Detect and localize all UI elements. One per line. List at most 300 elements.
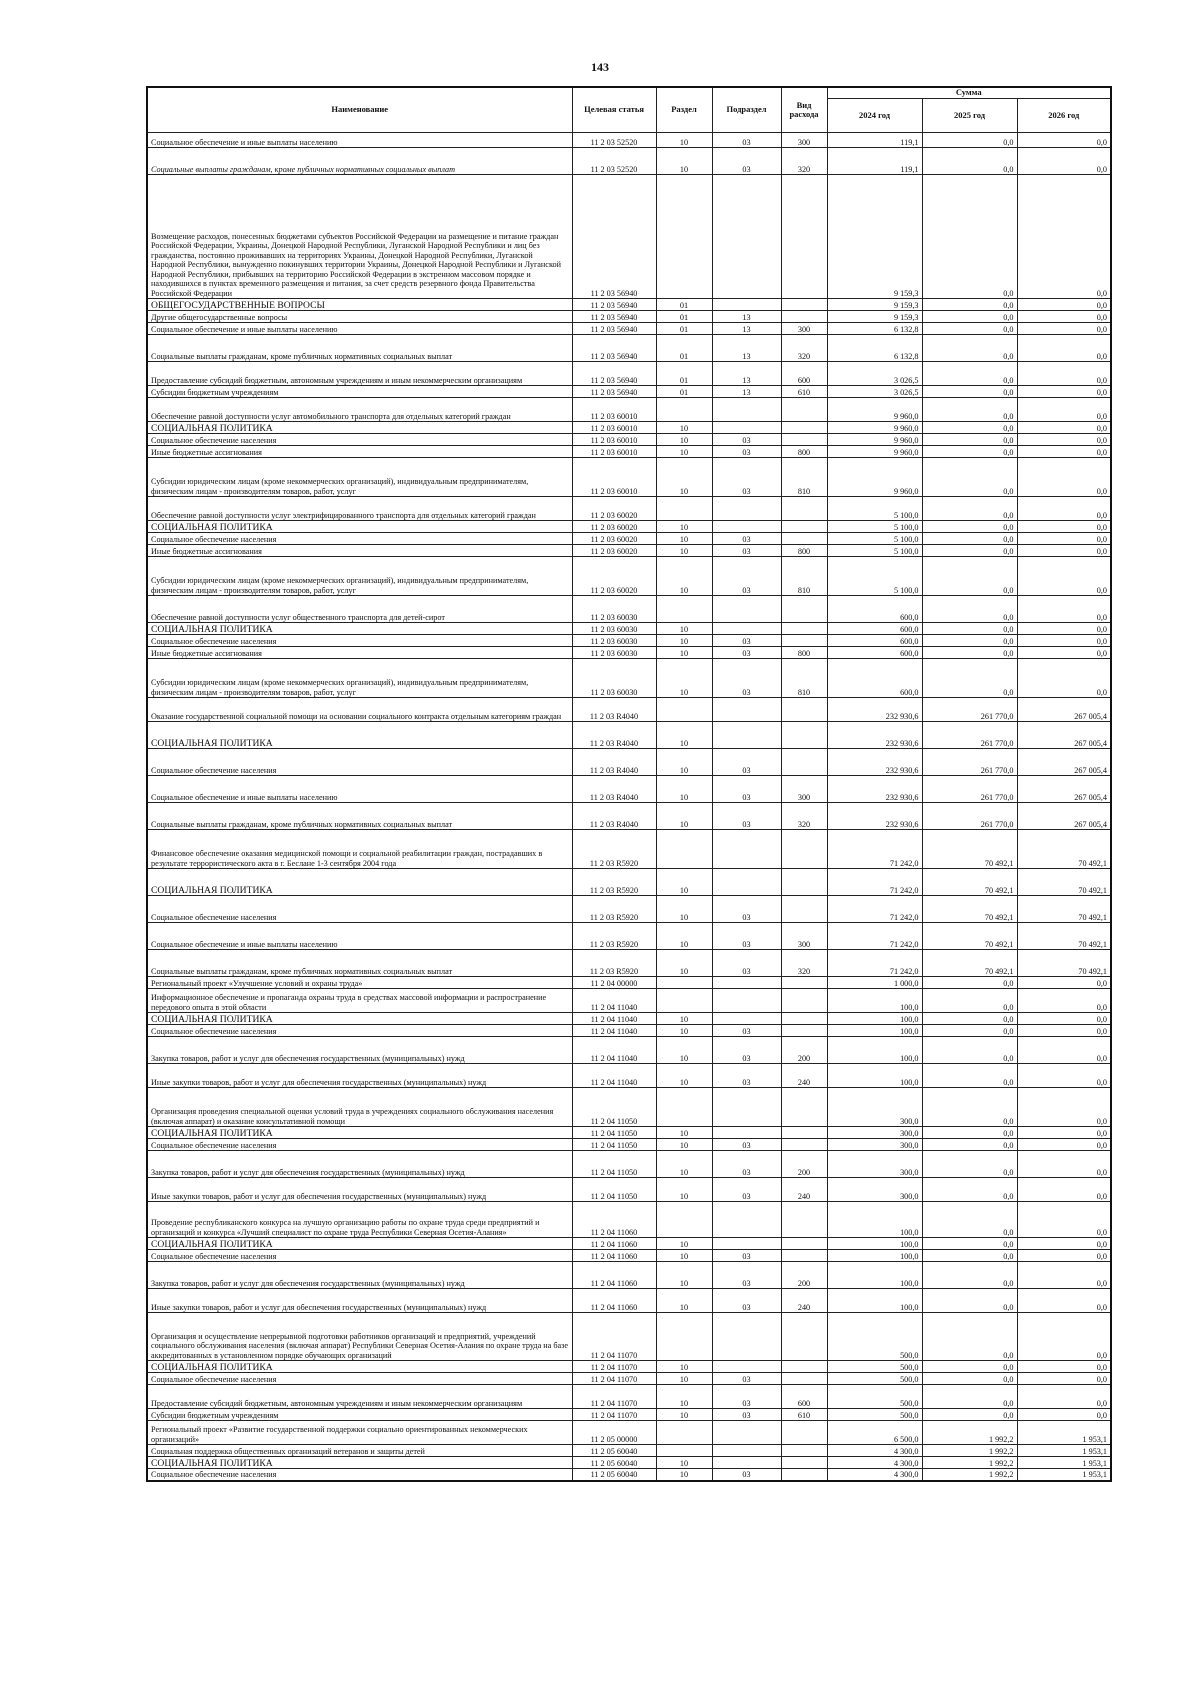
row-2025: 0,0 — [922, 1238, 1017, 1250]
row-subsection — [712, 698, 781, 722]
row-expense-type — [781, 1469, 827, 1481]
row-2025: 0,0 — [922, 1025, 1017, 1037]
row-name: Социальное обеспечение населения — [147, 1469, 572, 1481]
row-section: 10 — [656, 446, 712, 458]
row-target: 11 2 03 60010 — [572, 434, 656, 446]
row-2026: 0,0 — [1017, 659, 1111, 698]
row-target: 11 2 03 60030 — [572, 596, 656, 623]
row-2024: 100,0 — [827, 1202, 922, 1238]
row-target: 11 2 03 60030 — [572, 659, 656, 698]
row-expense-type — [781, 1421, 827, 1445]
row-2026: 0,0 — [1017, 386, 1111, 398]
row-name: Субсидии юридическим лицам (кроме некоммерческих организаций), индивидуальным предпринимателям, физическим лицам - производителям товаров, работ, услуг — [147, 659, 572, 698]
row-expense-type: 610 — [781, 386, 827, 398]
row-2024: 232 930,6 — [827, 698, 922, 722]
row-name: Иные закупки товаров, работ и услуг для обеспечения государственных (муниципальных) нужд — [147, 1289, 572, 1313]
row-name: Социальные выплаты гражданам, кроме публичных нормативных социальных выплат — [147, 950, 572, 977]
row-2026: 0,0 — [1017, 635, 1111, 647]
row-2024: 300,0 — [827, 1139, 922, 1151]
table-row — [147, 1361, 1111, 1373]
row-subsection — [712, 1457, 781, 1469]
row-name: Иные бюджетные ассигнования — [147, 545, 572, 557]
header-section: Раздел — [656, 87, 712, 133]
row-2025: 0,0 — [922, 647, 1017, 659]
row-section: 10 — [656, 1250, 712, 1262]
row-name: Субсидии бюджетным учреждениям — [147, 1409, 572, 1421]
row-2024: 100,0 — [827, 989, 922, 1013]
row-expense-type: 800 — [781, 545, 827, 557]
table-row — [147, 311, 1111, 323]
row-2024: 232 930,6 — [827, 722, 922, 749]
row-expense-type: 200 — [781, 1151, 827, 1178]
row-2026: 0,0 — [1017, 311, 1111, 323]
row-subsection — [712, 299, 781, 311]
row-target: 11 2 04 11050 — [572, 1127, 656, 1139]
row-name: Другие общегосударственные вопросы — [147, 311, 572, 323]
row-subsection: 03 — [712, 1064, 781, 1088]
row-expense-type: 320 — [781, 950, 827, 977]
row-2026: 267 005,4 — [1017, 722, 1111, 749]
row-target: 11 2 04 11060 — [572, 1250, 656, 1262]
row-subsection: 03 — [712, 458, 781, 497]
table-row — [147, 422, 1111, 434]
row-2026: 0,0 — [1017, 446, 1111, 458]
row-subsection: 03 — [712, 1373, 781, 1385]
table-row — [147, 1088, 1111, 1127]
row-target: 11 2 03 60010 — [572, 422, 656, 434]
row-name: Обеспечение равной доступности услуг общественного транспорта для детей-сирот — [147, 596, 572, 623]
row-expense-type — [781, 698, 827, 722]
row-2025: 0,0 — [922, 989, 1017, 1013]
table-row — [147, 175, 1111, 299]
row-expense-type — [781, 896, 827, 923]
page-number: 143 — [591, 60, 609, 74]
row-subsection: 03 — [712, 533, 781, 545]
row-2024: 9 960,0 — [827, 446, 922, 458]
row-section: 10 — [656, 647, 712, 659]
row-2025: 0,0 — [922, 1409, 1017, 1421]
table-row — [147, 1262, 1111, 1289]
row-section — [656, 1445, 712, 1457]
row-section: 10 — [656, 434, 712, 446]
row-subsection: 13 — [712, 311, 781, 323]
table-row — [147, 1445, 1111, 1457]
row-2024: 500,0 — [827, 1373, 922, 1385]
row-expense-type: 300 — [781, 776, 827, 803]
row-2024: 9 159,3 — [827, 299, 922, 311]
row-name: СОЦИАЛЬНАЯ ПОЛИТИКА — [147, 1457, 572, 1469]
row-name: Социальное обеспечение населения — [147, 1025, 572, 1037]
row-2024: 600,0 — [827, 596, 922, 623]
table-row — [147, 335, 1111, 362]
row-2025: 0,0 — [922, 148, 1017, 175]
row-target: 11 2 04 11050 — [572, 1088, 656, 1127]
table-row — [147, 830, 1111, 869]
table-row — [147, 776, 1111, 803]
row-expense-type — [781, 1139, 827, 1151]
table-row — [147, 521, 1111, 533]
row-subsection: 13 — [712, 362, 781, 386]
row-target: 11 2 03 R4040 — [572, 749, 656, 776]
row-subsection: 03 — [712, 1409, 781, 1421]
row-2024: 3 026,5 — [827, 362, 922, 386]
table-row — [147, 133, 1111, 148]
row-target: 11 2 04 11050 — [572, 1139, 656, 1151]
row-2026: 0,0 — [1017, 1025, 1111, 1037]
row-2024: 600,0 — [827, 659, 922, 698]
row-2026: 0,0 — [1017, 362, 1111, 386]
row-2026: 0,0 — [1017, 533, 1111, 545]
table-row — [147, 1139, 1111, 1151]
row-expense-type — [781, 596, 827, 623]
row-target: 11 2 04 11070 — [572, 1385, 656, 1409]
row-subsection — [712, 722, 781, 749]
row-2025: 0,0 — [922, 533, 1017, 545]
row-section: 10 — [656, 1385, 712, 1409]
row-subsection: 03 — [712, 1178, 781, 1202]
row-target: 11 2 03 60020 — [572, 521, 656, 533]
row-target: 11 2 03 R4040 — [572, 698, 656, 722]
row-section — [656, 977, 712, 989]
header-name: Наименование — [147, 87, 572, 133]
row-2026: 0,0 — [1017, 323, 1111, 335]
row-subsection: 03 — [712, 1139, 781, 1151]
row-subsection: 03 — [712, 659, 781, 698]
row-2026: 0,0 — [1017, 148, 1111, 175]
row-2026: 70 492,1 — [1017, 896, 1111, 923]
row-2025: 0,0 — [922, 446, 1017, 458]
row-subsection — [712, 1361, 781, 1373]
table-row — [147, 545, 1111, 557]
row-target: 11 2 03 60030 — [572, 647, 656, 659]
table-row — [147, 1469, 1111, 1481]
row-target: 11 2 04 11050 — [572, 1178, 656, 1202]
row-name: Социальное обеспечение населения — [147, 749, 572, 776]
budget-table — [146, 86, 1112, 1482]
row-expense-type: 810 — [781, 557, 827, 596]
row-2026: 0,0 — [1017, 1313, 1111, 1361]
row-subsection: 03 — [712, 545, 781, 557]
row-2025: 0,0 — [922, 1151, 1017, 1178]
table-row — [147, 923, 1111, 950]
table-row — [147, 398, 1111, 422]
row-expense-type — [781, 1202, 827, 1238]
row-2026: 0,0 — [1017, 1037, 1111, 1064]
row-target: 11 2 04 11070 — [572, 1313, 656, 1361]
row-2024: 5 100,0 — [827, 521, 922, 533]
row-subsection: 13 — [712, 335, 781, 362]
row-2026: 0,0 — [1017, 1373, 1111, 1385]
row-name: Иные закупки товаров, работ и услуг для обеспечения государственных (муниципальных) нужд — [147, 1064, 572, 1088]
row-name: Социальное обеспечение населения — [147, 896, 572, 923]
row-target: 11 2 05 60040 — [572, 1469, 656, 1481]
row-2026: 0,0 — [1017, 434, 1111, 446]
row-2025: 0,0 — [922, 635, 1017, 647]
row-section: 10 — [656, 950, 712, 977]
row-2026: 1 953,1 — [1017, 1457, 1111, 1469]
row-target: 11 2 03 60020 — [572, 533, 656, 545]
row-2024: 600,0 — [827, 635, 922, 647]
row-2024: 119,1 — [827, 148, 922, 175]
row-2024: 4 300,0 — [827, 1445, 922, 1457]
row-section: 01 — [656, 323, 712, 335]
row-name: Обеспечение равной доступности услуг электрифицированного транспорта для отдельных категорий граждан — [147, 497, 572, 521]
row-expense-type — [781, 1445, 827, 1457]
row-2025: 0,0 — [922, 1127, 1017, 1139]
row-expense-type — [781, 398, 827, 422]
table-row — [147, 1373, 1111, 1385]
row-expense-type — [781, 1457, 827, 1469]
row-name: Иные закупки товаров, работ и услуг для обеспечения государственных (муниципальных) нужд — [147, 1178, 572, 1202]
row-target: 11 2 05 60040 — [572, 1445, 656, 1457]
row-section: 10 — [656, 1373, 712, 1385]
row-2024: 6 132,8 — [827, 323, 922, 335]
table-row — [147, 386, 1111, 398]
row-2025: 0,0 — [922, 362, 1017, 386]
table-row — [147, 749, 1111, 776]
row-subsection: 13 — [712, 386, 781, 398]
row-2026: 70 492,1 — [1017, 869, 1111, 896]
row-target: 11 2 04 11060 — [572, 1202, 656, 1238]
row-2025: 1 992,2 — [922, 1421, 1017, 1445]
table-row — [147, 647, 1111, 659]
row-section — [656, 1313, 712, 1361]
row-section — [656, 1421, 712, 1445]
row-2025: 0,0 — [922, 1064, 1017, 1088]
row-2024: 5 100,0 — [827, 497, 922, 521]
row-name: Проведение республиканского конкурса на лучшую организацию работы по охране труда среди предприятий и организаций и конкурса «Лучший специалист по охране труда Республики Северная Осетия-Алания» — [147, 1202, 572, 1238]
row-2026: 0,0 — [1017, 299, 1111, 311]
row-subsection: 03 — [712, 776, 781, 803]
row-2026: 267 005,4 — [1017, 698, 1111, 722]
row-2025: 0,0 — [922, 1373, 1017, 1385]
row-2026: 0,0 — [1017, 497, 1111, 521]
row-expense-type — [781, 422, 827, 434]
row-2024: 600,0 — [827, 647, 922, 659]
row-subsection: 03 — [712, 647, 781, 659]
row-expense-type — [781, 1313, 827, 1361]
row-2025: 0,0 — [922, 557, 1017, 596]
row-2024: 9 960,0 — [827, 398, 922, 422]
row-2024: 100,0 — [827, 1037, 922, 1064]
row-target: 11 2 03 56940 — [572, 323, 656, 335]
row-section: 10 — [656, 1064, 712, 1088]
row-expense-type — [781, 311, 827, 323]
row-2024: 6 500,0 — [827, 1421, 922, 1445]
row-2026: 0,0 — [1017, 557, 1111, 596]
row-expense-type — [781, 869, 827, 896]
row-section: 10 — [656, 133, 712, 148]
row-expense-type: 810 — [781, 659, 827, 698]
row-expense-type: 240 — [781, 1178, 827, 1202]
row-name: Закупка товаров, работ и услуг для обеспечения государственных (муниципальных) нужд — [147, 1037, 572, 1064]
row-section: 10 — [656, 1013, 712, 1025]
row-2025: 70 492,1 — [922, 830, 1017, 869]
row-2024: 9 159,3 — [827, 311, 922, 323]
row-subsection — [712, 596, 781, 623]
row-2024: 100,0 — [827, 1025, 922, 1037]
row-subsection — [712, 1202, 781, 1238]
row-2024: 100,0 — [827, 1013, 922, 1025]
row-2024: 500,0 — [827, 1313, 922, 1361]
row-2025: 1 992,2 — [922, 1457, 1017, 1469]
row-target: 11 2 03 R5920 — [572, 869, 656, 896]
row-target: 11 2 04 11040 — [572, 1064, 656, 1088]
row-section: 10 — [656, 1409, 712, 1421]
row-subsection — [712, 521, 781, 533]
table-row — [147, 362, 1111, 386]
row-section: 10 — [656, 1457, 712, 1469]
row-2026: 70 492,1 — [1017, 950, 1111, 977]
row-subsection — [712, 422, 781, 434]
table-row — [147, 1289, 1111, 1313]
row-name: ОБЩЕГОСУДАРСТВЕННЫЕ ВОПРОСЫ — [147, 299, 572, 311]
row-name: Иные бюджетные ассигнования — [147, 446, 572, 458]
row-name: СОЦИАЛЬНАЯ ПОЛИТИКА — [147, 623, 572, 635]
row-2024: 3 026,5 — [827, 386, 922, 398]
row-subsection: 03 — [712, 635, 781, 647]
header-subsection: Подраздел — [712, 87, 781, 133]
row-2025: 70 492,1 — [922, 950, 1017, 977]
row-name: Социальные выплаты гражданам, кроме публичных нормативных социальных выплат — [147, 335, 572, 362]
row-expense-type — [781, 434, 827, 446]
row-expense-type — [781, 623, 827, 635]
row-subsection — [712, 1088, 781, 1127]
row-2026: 0,0 — [1017, 977, 1111, 989]
row-section — [656, 497, 712, 521]
table-row — [147, 497, 1111, 521]
row-expense-type — [781, 1013, 827, 1025]
row-2026: 0,0 — [1017, 1151, 1111, 1178]
row-name: Социальное обеспечение населения — [147, 1139, 572, 1151]
row-2024: 5 100,0 — [827, 545, 922, 557]
row-2025: 261 770,0 — [922, 698, 1017, 722]
row-subsection: 03 — [712, 1151, 781, 1178]
row-name: Организация и осуществление непрерывной подготовки работников организаций и предприятий, учреждений социального обслуживания населения (включая аппарат) Республики Северная Осетия-Алания по охране труда на базе аккредитованных в установленном порядке обучающих организаций — [147, 1313, 572, 1361]
table-row — [147, 1238, 1111, 1250]
row-expense-type — [781, 1361, 827, 1373]
row-2025: 0,0 — [922, 659, 1017, 698]
row-expense-type: 320 — [781, 335, 827, 362]
row-2025: 0,0 — [922, 323, 1017, 335]
row-2024: 9 159,3 — [827, 175, 922, 299]
row-2025: 1 992,2 — [922, 1469, 1017, 1481]
row-expense-type: 800 — [781, 446, 827, 458]
row-section: 10 — [656, 1127, 712, 1139]
row-2024: 500,0 — [827, 1361, 922, 1373]
row-section: 10 — [656, 1025, 712, 1037]
row-target: 11 2 03 60010 — [572, 398, 656, 422]
row-2025: 0,0 — [922, 596, 1017, 623]
row-2026: 0,0 — [1017, 458, 1111, 497]
row-expense-type: 320 — [781, 803, 827, 830]
row-target: 11 2 04 11060 — [572, 1238, 656, 1250]
row-target: 11 2 05 00000 — [572, 1421, 656, 1445]
row-name: СОЦИАЛЬНАЯ ПОЛИТИКА — [147, 722, 572, 749]
row-target: 11 2 03 R5920 — [572, 923, 656, 950]
row-2026: 267 005,4 — [1017, 776, 1111, 803]
row-name: Иные бюджетные ассигнования — [147, 647, 572, 659]
row-subsection — [712, 175, 781, 299]
row-target: 11 2 03 R4040 — [572, 776, 656, 803]
row-name: Социальные выплаты гражданам, кроме публичных нормативных социальных выплат — [147, 148, 572, 175]
row-2026: 0,0 — [1017, 175, 1111, 299]
row-2024: 71 242,0 — [827, 923, 922, 950]
row-2026: 0,0 — [1017, 623, 1111, 635]
row-2025: 70 492,1 — [922, 869, 1017, 896]
row-subsection: 03 — [712, 148, 781, 175]
row-2025: 0,0 — [922, 1139, 1017, 1151]
row-section: 01 — [656, 362, 712, 386]
row-name: Социальное обеспечение и иные выплаты населению — [147, 776, 572, 803]
row-2026: 0,0 — [1017, 1409, 1111, 1421]
row-section — [656, 830, 712, 869]
row-section: 10 — [656, 422, 712, 434]
row-subsection: 03 — [712, 896, 781, 923]
row-expense-type — [781, 1088, 827, 1127]
table-row — [147, 557, 1111, 596]
row-target: 11 2 03 56940 — [572, 362, 656, 386]
row-2026: 0,0 — [1017, 1238, 1111, 1250]
row-section: 10 — [656, 1262, 712, 1289]
row-target: 11 2 04 11040 — [572, 1013, 656, 1025]
row-target: 11 2 03 R5920 — [572, 830, 656, 869]
row-section: 10 — [656, 776, 712, 803]
row-subsection — [712, 830, 781, 869]
row-2025: 0,0 — [922, 545, 1017, 557]
row-2024: 300,0 — [827, 1088, 922, 1127]
header-2024: 2024 год — [827, 99, 922, 133]
row-name: Предоставление субсидий бюджетным, автономным учреждениям и иным некоммерческим организациям — [147, 1385, 572, 1409]
row-2026: 1 953,1 — [1017, 1445, 1111, 1457]
row-target: 11 2 03 R5920 — [572, 896, 656, 923]
row-name: СОЦИАЛЬНАЯ ПОЛИТИКА — [147, 1127, 572, 1139]
row-target: 11 2 03 56940 — [572, 175, 656, 299]
row-2026: 70 492,1 — [1017, 830, 1111, 869]
row-2026: 0,0 — [1017, 647, 1111, 659]
row-2025: 0,0 — [922, 977, 1017, 989]
row-name: Субсидии юридическим лицам (кроме некоммерческих организаций), индивидуальным предпринимателям, физическим лицам - производителям товаров, работ, услуг — [147, 458, 572, 497]
row-2026: 0,0 — [1017, 1064, 1111, 1088]
row-2025: 0,0 — [922, 1385, 1017, 1409]
row-2026: 0,0 — [1017, 545, 1111, 557]
row-section — [656, 1088, 712, 1127]
row-expense-type — [781, 722, 827, 749]
row-subsection: 03 — [712, 1262, 781, 1289]
row-2025: 0,0 — [922, 133, 1017, 148]
row-target: 11 2 03 60030 — [572, 635, 656, 647]
table-row — [147, 803, 1111, 830]
row-2026: 70 492,1 — [1017, 923, 1111, 950]
row-subsection: 03 — [712, 1469, 781, 1481]
row-2024: 1 000,0 — [827, 977, 922, 989]
row-expense-type — [781, 497, 827, 521]
row-2026: 0,0 — [1017, 398, 1111, 422]
row-name: Обеспечение равной доступности услуг автомобильного транспорта для отдельных категорий граждан — [147, 398, 572, 422]
row-expense-type: 240 — [781, 1289, 827, 1313]
row-name: СОЦИАЛЬНАЯ ПОЛИТИКА — [147, 1013, 572, 1025]
table-row — [147, 722, 1111, 749]
row-target: 11 2 04 11070 — [572, 1361, 656, 1373]
row-2024: 100,0 — [827, 1250, 922, 1262]
table-row — [147, 1178, 1111, 1202]
row-target: 11 2 03 60010 — [572, 458, 656, 497]
row-subsection: 03 — [712, 557, 781, 596]
row-name: Региональный проект «Развитие государственной поддержки социально ориентированных некоммерческих организаций» — [147, 1421, 572, 1445]
table-row — [147, 596, 1111, 623]
row-2024: 4 300,0 — [827, 1457, 922, 1469]
row-expense-type: 240 — [781, 1064, 827, 1088]
